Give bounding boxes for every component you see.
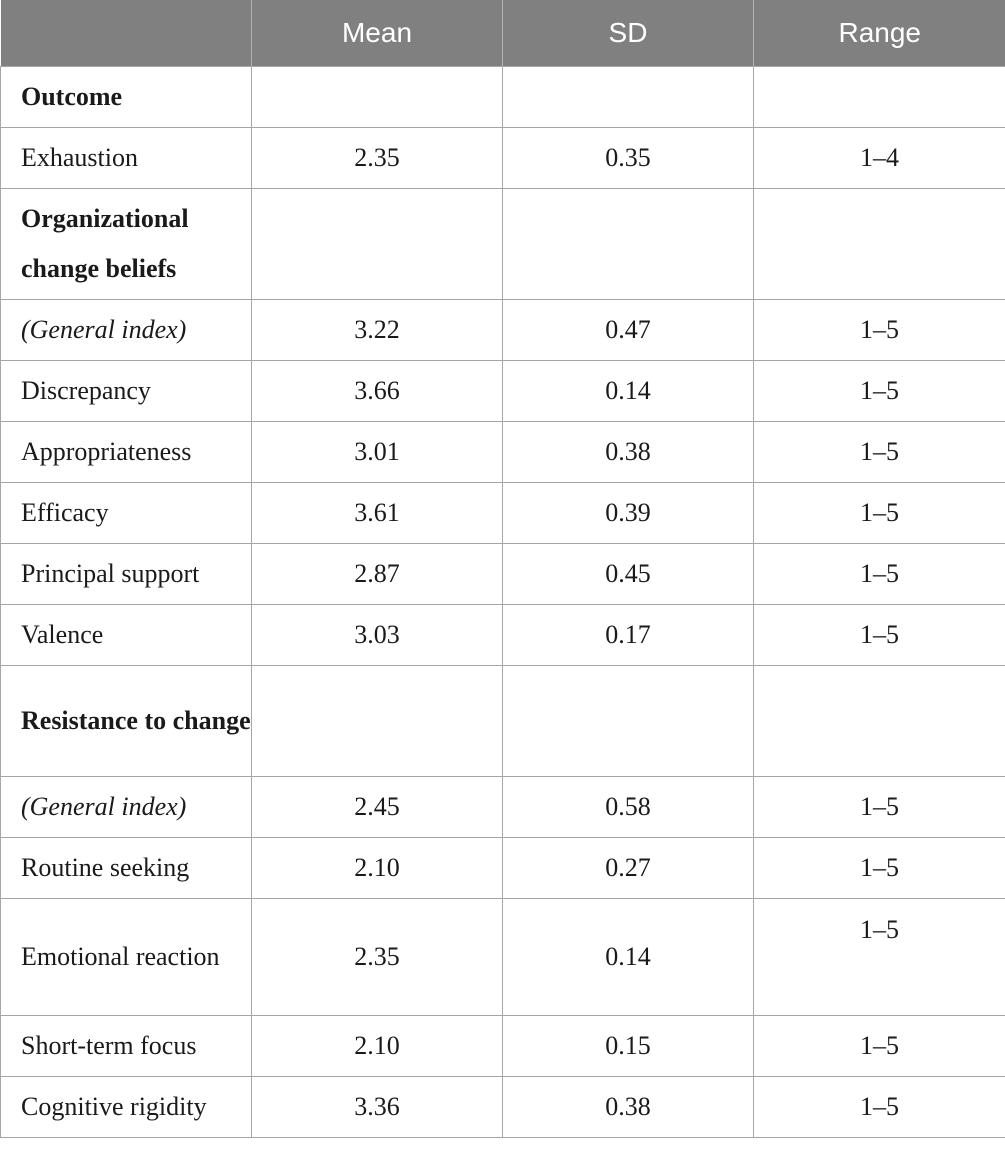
table-row bbox=[1, 361, 1005, 422]
row-label: Emotional reaction bbox=[1, 899, 252, 1016]
sd-cell bbox=[503, 666, 754, 777]
table-row bbox=[1, 544, 1005, 605]
row-label: Discrepancy bbox=[1, 361, 252, 422]
range-cell: 1–5 bbox=[754, 483, 1005, 544]
row-label: Principal support bbox=[1, 544, 252, 605]
sd-cell: 0.35 bbox=[503, 128, 754, 189]
sd-cell: 0.45 bbox=[503, 544, 754, 605]
header-range: Range bbox=[754, 0, 1005, 67]
mean-cell: 2.10 bbox=[252, 838, 503, 899]
sd-cell: 0.27 bbox=[503, 838, 754, 899]
row-label: Routine seeking bbox=[1, 838, 252, 899]
range-cell: 1–5 bbox=[754, 777, 1005, 838]
range-cell: 1–5 bbox=[754, 838, 1005, 899]
table-row bbox=[1, 838, 1005, 899]
range-cell bbox=[754, 666, 1005, 777]
row-label: Exhaustion bbox=[1, 128, 252, 189]
table-row bbox=[1, 605, 1005, 666]
row-label: Organizational change beliefs bbox=[1, 189, 252, 300]
sd-cell: 0.14 bbox=[503, 899, 754, 1016]
row-label: (General index) bbox=[1, 777, 252, 838]
table-row bbox=[1, 128, 1005, 189]
row-label: Valence bbox=[1, 605, 252, 666]
mean-cell bbox=[252, 67, 503, 128]
mean-cell: 2.87 bbox=[252, 544, 503, 605]
table-row bbox=[1, 422, 1005, 483]
mean-cell: 2.35 bbox=[252, 128, 503, 189]
mean-cell: 3.03 bbox=[252, 605, 503, 666]
range-cell bbox=[754, 189, 1005, 300]
row-label: Cognitive rigidity bbox=[1, 1077, 252, 1138]
table-row bbox=[1, 777, 1005, 838]
table-row bbox=[1, 67, 1005, 128]
mean-cell: 3.01 bbox=[252, 422, 503, 483]
row-label: Resistance to change bbox=[1, 666, 252, 777]
sd-cell: 0.39 bbox=[503, 483, 754, 544]
row-label: Outcome bbox=[1, 67, 252, 128]
mean-cell: 3.61 bbox=[252, 483, 503, 544]
range-cell: 1–4 bbox=[754, 128, 1005, 189]
sd-cell bbox=[503, 67, 754, 128]
table-row bbox=[1, 189, 1005, 300]
mean-cell: 2.35 bbox=[252, 899, 503, 1016]
row-label: Efficacy bbox=[1, 483, 252, 544]
range-cell: 1–5 bbox=[754, 300, 1005, 361]
range-cell: 1–5 bbox=[754, 605, 1005, 666]
table-row bbox=[1, 1077, 1005, 1138]
sd-cell bbox=[503, 189, 754, 300]
header-row bbox=[1, 0, 1005, 67]
range-cell bbox=[754, 67, 1005, 128]
sd-cell: 0.14 bbox=[503, 361, 754, 422]
range-cell: 1–5 bbox=[754, 544, 1005, 605]
range-cell: 1–5 bbox=[754, 1016, 1005, 1077]
mean-cell bbox=[252, 666, 503, 777]
row-label: (General index) bbox=[1, 300, 252, 361]
table-row bbox=[1, 899, 1005, 1016]
sd-cell: 0.47 bbox=[503, 300, 754, 361]
mean-cell: 3.66 bbox=[252, 361, 503, 422]
sd-cell: 0.17 bbox=[503, 605, 754, 666]
row-label: Appropriateness bbox=[1, 422, 252, 483]
table-row bbox=[1, 666, 1005, 777]
header-variable bbox=[1, 0, 252, 67]
mean-cell: 2.45 bbox=[252, 777, 503, 838]
table-row bbox=[1, 300, 1005, 361]
header-mean: Mean bbox=[252, 0, 503, 67]
mean-cell: 3.22 bbox=[252, 300, 503, 361]
mean-cell: 3.36 bbox=[252, 1077, 503, 1138]
row-label: Short-term focus bbox=[1, 1016, 252, 1077]
range-cell: 1–5 bbox=[754, 899, 1005, 1016]
header-sd: SD bbox=[503, 0, 754, 67]
mean-cell bbox=[252, 189, 503, 300]
mean-cell: 2.10 bbox=[252, 1016, 503, 1077]
range-cell: 1–5 bbox=[754, 422, 1005, 483]
sd-cell: 0.58 bbox=[503, 777, 754, 838]
table-row bbox=[1, 483, 1005, 544]
range-cell: 1–5 bbox=[754, 361, 1005, 422]
table-row bbox=[1, 1016, 1005, 1077]
range-cell: 1–5 bbox=[754, 1077, 1005, 1138]
sd-cell: 0.38 bbox=[503, 1077, 754, 1138]
sd-cell: 0.38 bbox=[503, 422, 754, 483]
sd-cell: 0.15 bbox=[503, 1016, 754, 1077]
